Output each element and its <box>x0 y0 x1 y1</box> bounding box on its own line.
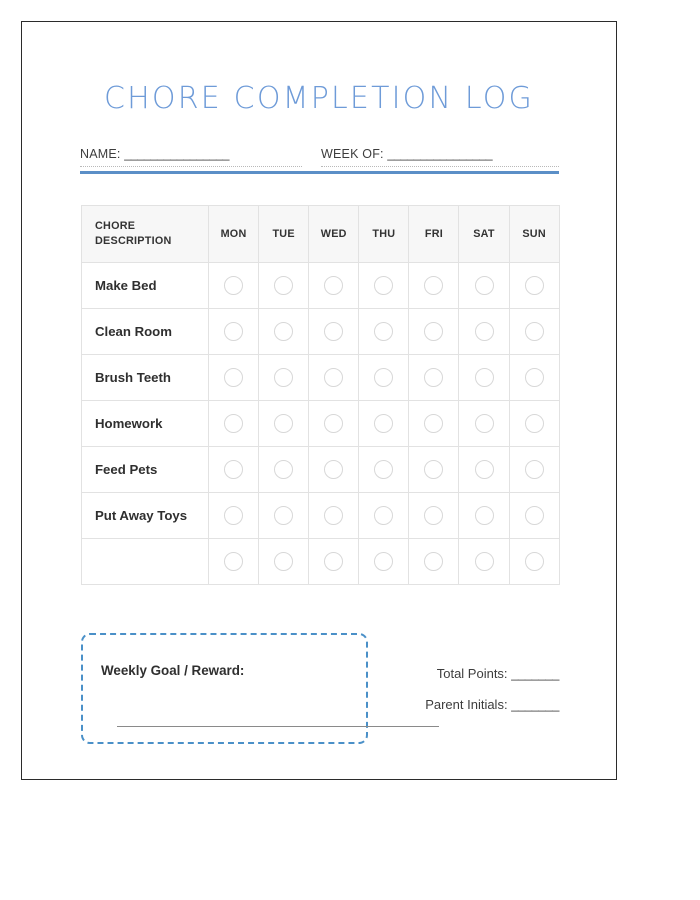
check-circle-icon[interactable] <box>374 322 393 341</box>
table-header <box>82 206 560 263</box>
checkbox-cell-tue[interactable] <box>259 263 309 309</box>
checkbox-cell-tue[interactable] <box>259 493 309 539</box>
total-points-label: Total Points: <box>436 666 508 681</box>
table-header-row <box>82 206 560 263</box>
check-circle-icon[interactable] <box>374 460 393 479</box>
checkbox-cell-fri[interactable] <box>409 401 459 447</box>
check-circle-icon[interactable] <box>475 552 494 571</box>
check-circle-icon[interactable] <box>525 276 544 295</box>
check-circle-icon[interactable] <box>424 460 443 479</box>
check-circle-icon[interactable] <box>475 414 494 433</box>
table-row <box>82 447 560 493</box>
check-circle-icon[interactable] <box>324 460 343 479</box>
checkbox-cell-mon[interactable] <box>209 263 259 309</box>
check-circle-icon[interactable] <box>374 506 393 525</box>
check-circle-icon[interactable] <box>374 552 393 571</box>
week-of-blank-line: ________________ <box>387 147 493 161</box>
check-circle-icon[interactable] <box>424 276 443 295</box>
name-field[interactable] <box>80 145 302 167</box>
parent-initials-blank-line: _______ <box>511 697 559 712</box>
table-body <box>82 263 560 585</box>
check-circle-icon[interactable] <box>525 322 544 341</box>
check-circle-icon[interactable] <box>274 368 293 387</box>
checkbox-cell-mon[interactable] <box>209 401 259 447</box>
check-circle-icon[interactable] <box>274 506 293 525</box>
checkbox-cell-sat[interactable] <box>459 355 509 401</box>
checkbox-cell-tue[interactable] <box>259 539 309 585</box>
points-summary-block <box>351 666 559 712</box>
chore-name-cell[interactable]: Feed Pets <box>82 447 209 493</box>
checkbox-cell-sat[interactable] <box>459 401 509 447</box>
check-circle-icon[interactable] <box>274 276 293 295</box>
chore-table <box>81 205 560 585</box>
week-of-label: WEEK OF: <box>321 147 384 161</box>
checkbox-cell-sun[interactable] <box>509 355 559 401</box>
parent-initials-label: Parent Initials: <box>425 697 508 712</box>
check-circle-icon[interactable] <box>274 322 293 341</box>
checkbox-cell-fri[interactable] <box>409 539 459 585</box>
name-label: NAME: <box>80 147 121 161</box>
check-circle-icon[interactable] <box>274 552 293 571</box>
chore-name-cell[interactable]: Clean Room <box>82 309 209 355</box>
week-of-field[interactable] <box>321 145 559 167</box>
checkbox-cell-sun[interactable] <box>509 539 559 585</box>
checkbox-cell-sat[interactable] <box>459 539 509 585</box>
chore-name-cell[interactable]: Make Bed <box>82 263 209 309</box>
check-circle-icon[interactable] <box>324 276 343 295</box>
page-content <box>21 21 617 780</box>
checkbox-cell-wed[interactable] <box>309 447 359 493</box>
check-circle-icon[interactable] <box>224 322 243 341</box>
table-row <box>82 309 560 355</box>
checkbox-cell-tue[interactable] <box>259 447 309 493</box>
table-row-blank <box>82 539 560 585</box>
table-row <box>82 263 560 309</box>
checkbox-cell-thu[interactable] <box>359 493 409 539</box>
chore-name-cell[interactable]: Put Away Toys <box>82 493 209 539</box>
checkbox-cell-thu[interactable] <box>359 355 409 401</box>
column-header-thu: THU <box>359 206 409 263</box>
checkbox-cell-sun[interactable] <box>509 263 559 309</box>
header-accent-rule <box>80 171 559 174</box>
column-header-sat: SAT <box>459 206 509 263</box>
checkbox-cell-thu[interactable] <box>359 309 409 355</box>
total-points-blank-line: _______ <box>511 666 559 681</box>
check-circle-icon[interactable] <box>324 506 343 525</box>
page-title: CHORE COMPLETION LOG <box>104 81 534 116</box>
name-blank-line: ________________ <box>124 147 230 161</box>
table-row <box>82 401 560 447</box>
meta-fields-row <box>80 145 559 169</box>
check-circle-icon[interactable] <box>475 506 494 525</box>
check-circle-icon[interactable] <box>374 368 393 387</box>
check-circle-icon[interactable] <box>475 368 494 387</box>
checkbox-cell-sat[interactable] <box>459 493 509 539</box>
checkbox-cell-thu[interactable] <box>359 447 409 493</box>
checkbox-cell-thu[interactable] <box>359 401 409 447</box>
chore-name-cell-blank[interactable] <box>82 539 209 585</box>
check-circle-icon[interactable] <box>374 414 393 433</box>
checkbox-cell-mon[interactable] <box>209 309 259 355</box>
check-circle-icon[interactable] <box>324 368 343 387</box>
chore-name-cell[interactable]: Brush Teeth <box>82 355 209 401</box>
check-circle-icon[interactable] <box>525 506 544 525</box>
checkbox-cell-sat[interactable] <box>459 263 509 309</box>
column-header-wed: WED <box>309 206 359 263</box>
checkbox-cell-wed[interactable] <box>309 263 359 309</box>
check-circle-icon[interactable] <box>424 506 443 525</box>
checkbox-cell-wed[interactable] <box>309 493 359 539</box>
check-circle-icon[interactable] <box>224 414 243 433</box>
check-circle-icon[interactable] <box>224 552 243 571</box>
check-circle-icon[interactable] <box>525 368 544 387</box>
checkbox-cell-fri[interactable] <box>409 309 459 355</box>
table-row <box>82 493 560 539</box>
checkbox-cell-sun[interactable] <box>509 493 559 539</box>
check-circle-icon[interactable] <box>475 460 494 479</box>
column-header-mon: MON <box>209 206 259 263</box>
check-circle-icon[interactable] <box>475 276 494 295</box>
checkbox-cell-sat[interactable] <box>459 447 509 493</box>
table-row <box>82 355 560 401</box>
checkbox-cell-fri[interactable] <box>409 447 459 493</box>
checkbox-cell-mon[interactable] <box>209 493 259 539</box>
chore-header-line-1: CHORE <box>95 220 136 232</box>
checkbox-cell-thu[interactable] <box>359 539 409 585</box>
total-points-field[interactable] <box>351 666 559 681</box>
checkbox-cell-wed[interactable] <box>309 355 359 401</box>
chore-header-line-2: DESCRIPTION <box>95 235 172 247</box>
check-circle-icon[interactable] <box>374 276 393 295</box>
checkbox-cell-mon[interactable] <box>209 447 259 493</box>
check-circle-icon[interactable] <box>224 368 243 387</box>
weekly-goal-box[interactable] <box>81 633 368 744</box>
check-circle-icon[interactable] <box>525 460 544 479</box>
check-circle-icon[interactable] <box>224 460 243 479</box>
check-circle-icon[interactable] <box>324 322 343 341</box>
checkbox-cell-tue[interactable] <box>259 355 309 401</box>
check-circle-icon[interactable] <box>224 276 243 295</box>
check-circle-icon[interactable] <box>274 414 293 433</box>
check-circle-icon[interactable] <box>424 552 443 571</box>
checkbox-cell-fri[interactable] <box>409 263 459 309</box>
checkbox-cell-wed[interactable] <box>309 539 359 585</box>
weekly-goal-label: Weekly Goal / Reward: <box>101 663 245 678</box>
parent-initials-field[interactable] <box>351 697 559 712</box>
checkbox-cell-fri[interactable] <box>409 493 459 539</box>
check-circle-icon[interactable] <box>525 414 544 433</box>
column-header-fri: FRI <box>409 206 459 263</box>
check-circle-icon[interactable] <box>424 368 443 387</box>
checkbox-cell-mon[interactable] <box>209 355 259 401</box>
checkbox-cell-mon[interactable] <box>209 539 259 585</box>
check-circle-icon[interactable] <box>324 414 343 433</box>
column-header-tue: TUE <box>259 206 309 263</box>
check-circle-icon[interactable] <box>424 414 443 433</box>
checkbox-cell-thu[interactable] <box>359 263 409 309</box>
weekly-goal-write-line <box>117 726 439 727</box>
chore-name-cell[interactable]: Homework <box>82 401 209 447</box>
check-circle-icon[interactable] <box>324 552 343 571</box>
check-circle-icon[interactable] <box>475 322 494 341</box>
check-circle-icon[interactable] <box>525 552 544 571</box>
checkbox-cell-sat[interactable] <box>459 309 509 355</box>
column-header-chore-description <box>82 206 209 263</box>
checkbox-cell-wed[interactable] <box>309 309 359 355</box>
check-circle-icon[interactable] <box>424 322 443 341</box>
checkbox-cell-wed[interactable] <box>309 401 359 447</box>
check-circle-icon[interactable] <box>224 506 243 525</box>
check-circle-icon[interactable] <box>274 460 293 479</box>
column-header-sun: SUN <box>509 206 559 263</box>
checkbox-cell-tue[interactable] <box>259 309 309 355</box>
checkbox-cell-fri[interactable] <box>409 355 459 401</box>
checkbox-cell-sun[interactable] <box>509 447 559 493</box>
checkbox-cell-tue[interactable] <box>259 401 309 447</box>
checkbox-cell-sun[interactable] <box>509 401 559 447</box>
checkbox-cell-sun[interactable] <box>509 309 559 355</box>
